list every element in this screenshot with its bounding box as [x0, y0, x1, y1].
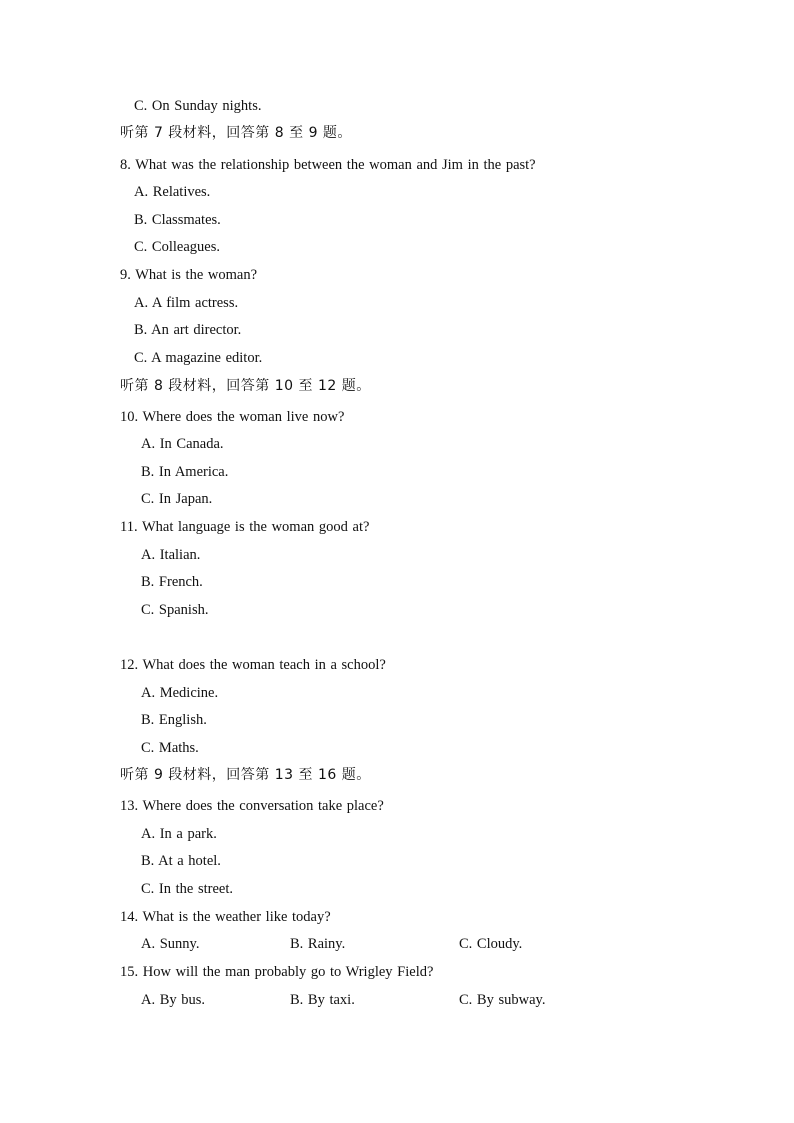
question-text: 12. What does the woman teach in a school? [120, 657, 386, 673]
section-heading: 听第 8 段材料，回答第 10 至 12 题。 [120, 378, 371, 394]
question-text: 14. What is the weather like today? [120, 909, 331, 925]
option-text: C. Colleagues. [134, 239, 220, 255]
option-text: C. By subway. [459, 992, 546, 1008]
option-text: B. Classmates. [134, 212, 221, 228]
option-text: A. Italian. [141, 547, 201, 563]
option-text: B. French. [141, 574, 203, 590]
option-text: B. Rainy. [290, 936, 346, 952]
section-heading: 听第 7 段材料，回答第 8 至 9 题。 [120, 125, 352, 141]
option-text: B. An art director. [134, 322, 242, 338]
option-text: C. Maths. [141, 740, 199, 756]
question-text: 10. Where does the woman live now? [120, 409, 345, 425]
option-text: A. Relatives. [134, 184, 211, 200]
option-text: C. Cloudy. [459, 936, 523, 952]
question-text: 15. How will the man probably go to Wrigley Field? [120, 964, 434, 980]
option-text: C. A magazine editor. [134, 350, 263, 366]
option-text: C. On Sunday nights. [134, 98, 262, 114]
option-text: A. Medicine. [141, 685, 219, 701]
option-text: B. By taxi. [290, 992, 355, 1008]
option-text: C. Spanish. [141, 602, 209, 618]
option-text: C. In the street. [141, 881, 233, 897]
option-text: A. Sunny. [141, 936, 200, 952]
question-text: 11. What language is the woman good at? [120, 519, 370, 535]
option-text: B. In America. [141, 464, 229, 480]
option-text: A. In a park. [141, 826, 217, 842]
option-text: A. By bus. [141, 992, 206, 1008]
option-text: A. In Canada. [141, 436, 224, 452]
option-text: C. In Japan. [141, 491, 213, 507]
option-text: B. At a hotel. [141, 853, 221, 869]
question-text: 9. What is the woman? [120, 267, 258, 283]
question-text: 8. What was the relationship between the woman and Jim in the past? [120, 157, 536, 173]
option-text: B. English. [141, 712, 207, 728]
question-text: 13. Where does the conversation take place? [120, 798, 384, 814]
option-text: A. A film actress. [134, 295, 239, 311]
section-heading: 听第 9 段材料，回答第 13 至 16 题。 [120, 767, 371, 783]
